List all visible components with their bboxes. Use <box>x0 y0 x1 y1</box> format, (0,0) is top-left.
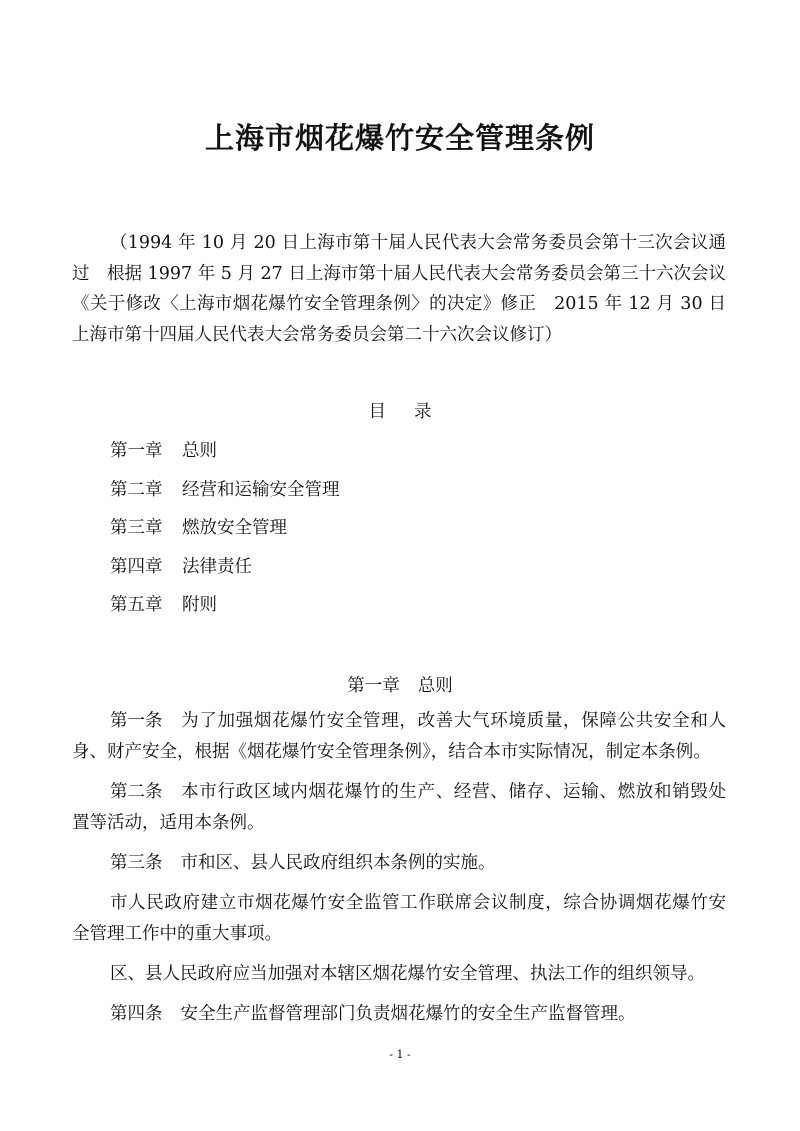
preamble-line: 过 根据 1997 年 5 月 27 日上海市第十届人民代表大会常务委员会第三十六次会议 <box>72 263 726 284</box>
article-paragraph <box>72 777 726 839</box>
paragraph-line <box>72 777 726 808</box>
paragraph-line: 区、县人民政府应当加强对本辖区烟花爆竹安全管理、执法工作的组织领导。 <box>110 964 705 984</box>
toc-chapter: 第四章 <box>110 556 163 577</box>
toc-title: 法律责任 <box>182 556 252 577</box>
toc-title: 附则 <box>182 595 217 615</box>
article-number: 第一条 <box>110 711 163 731</box>
page-number: - 1 - <box>389 1048 411 1061</box>
body-paragraph <box>72 888 726 950</box>
toc-title: 总则 <box>182 441 217 461</box>
toc-item <box>110 552 340 591</box>
chapter-body <box>72 706 726 1039</box>
preamble <box>72 228 726 350</box>
toc-item <box>110 475 340 514</box>
preamble-line: 《关于修改〈上海市烟花爆竹安全管理条例〉的决定》修正 2015 年 12 月 30 日 <box>72 294 726 314</box>
article-paragraph <box>72 848 726 879</box>
paragraph-line: 置等活动，适用本条例。 <box>72 813 265 833</box>
toc-chapter: 第三章 <box>110 518 163 538</box>
toc-item <box>110 436 340 475</box>
toc-heading-right: 录 <box>414 402 432 422</box>
paragraph-text: 本市行政区域内烟花爆竹的生产、经营、储存、运输、燃放和销毁处 <box>180 782 726 802</box>
paragraph-line <box>72 848 726 879</box>
chapter-title: 总则 <box>417 676 453 696</box>
paragraph-text: 市和区、县人民政府组织本条例的实施。 <box>180 853 496 873</box>
toc-heading-left: 目 <box>368 402 386 422</box>
toc-chapter: 第五章 <box>110 595 163 615</box>
preamble-line: 上海市第十四届人民代表大会常务委员会第二十六次会议修订） <box>72 324 562 345</box>
chapter-heading <box>0 672 800 697</box>
article-paragraph <box>72 999 726 1030</box>
body-paragraph <box>72 959 726 990</box>
toc-chapter: 第一章 <box>110 441 163 461</box>
paragraph-line <box>72 999 726 1030</box>
table-of-contents <box>110 436 340 629</box>
toc-item <box>110 513 340 552</box>
paragraph-line: 身、财产安全，根据《烟花爆竹安全管理条例》，结合本市实际情况，制定本条例。 <box>72 742 711 762</box>
paragraph-line <box>72 706 726 737</box>
toc-title: 经营和运输安全管理 <box>182 479 340 500</box>
toc-item <box>110 590 340 629</box>
document-title: 上海市烟花爆竹安全管理条例 <box>204 121 595 155</box>
article-paragraph <box>72 706 726 768</box>
paragraph-line: 市人民政府建立市烟花爆竹安全监管工作联席会议制度，综合协调烟花爆竹安 <box>110 893 726 913</box>
paragraph-text: 为了加强烟花爆竹安全管理，改善大气环境质量，保障公共安全和人 <box>180 711 726 731</box>
toc-heading <box>0 398 800 423</box>
article-number: 第三条 <box>110 853 163 873</box>
toc-title: 燃放安全管理 <box>182 518 287 538</box>
preamble-line: （1994 年 10 月 20 日上海市第十届人民代表大会常务委员会第十三次会议通 <box>110 233 726 253</box>
chapter-number: 第一章 <box>347 676 400 696</box>
article-number: 第二条 <box>110 782 163 802</box>
toc-chapter: 第二章 <box>110 479 163 500</box>
article-number: 第四条 <box>110 1004 163 1024</box>
paragraph-line: 全管理工作中的重大事项。 <box>72 924 282 944</box>
paragraph-text: 安全生产监督管理部门负责烟花爆竹的安全生产监督管理。 <box>180 1004 636 1024</box>
